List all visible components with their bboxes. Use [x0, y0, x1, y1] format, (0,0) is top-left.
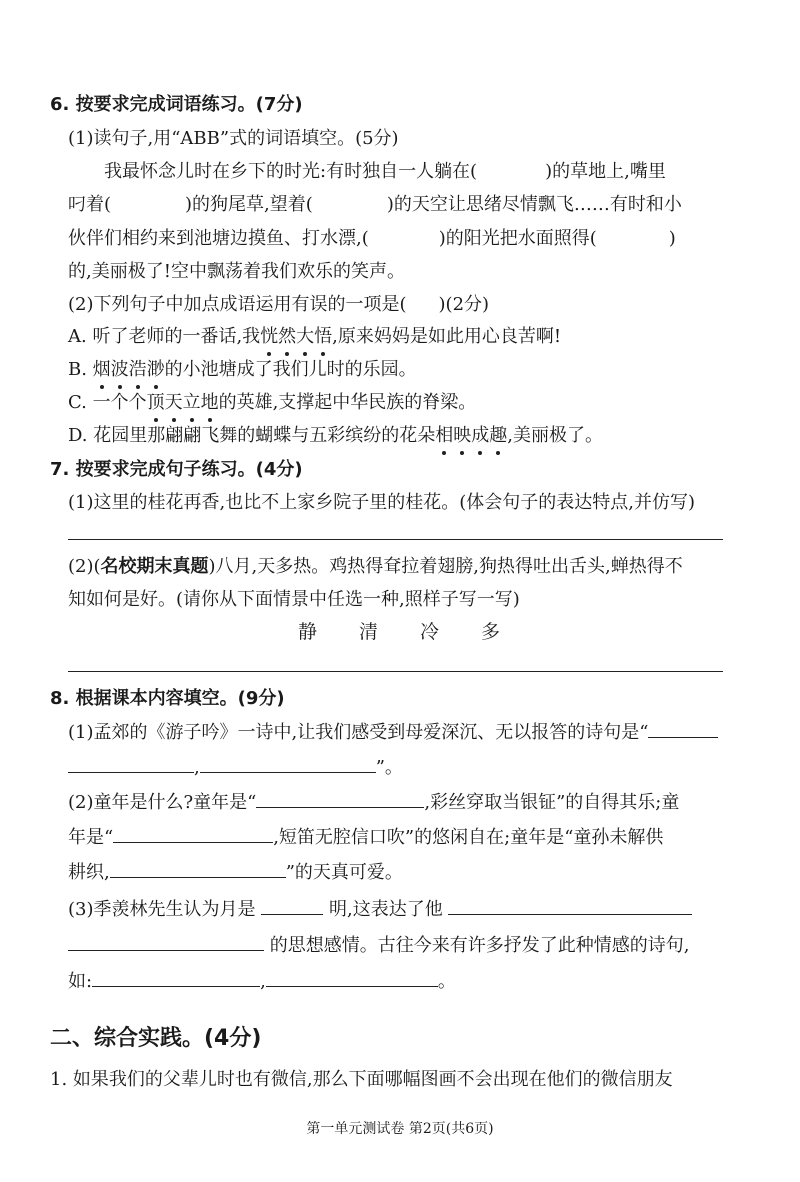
q8-s2f: ”的天真可爱。 — [285, 862, 403, 883]
q8-s3d: 如: — [68, 971, 93, 992]
q8-s3c: 的思想感情。古往今来有许多抒发了此种情感的诗句, — [269, 935, 690, 956]
option-c-post: 的英雄,支撑起中华民族的脊梁。 — [218, 392, 477, 413]
dotted-char: 渺 — [147, 357, 165, 383]
dotted-char: 地 — [201, 390, 219, 416]
q6-p2b: )的狗尾草,望着( — [185, 194, 313, 215]
q7-answer-line-1[interactable] — [68, 539, 723, 540]
q6-option-b[interactable] — [68, 357, 417, 383]
q8-s2e: 耕织, — [68, 862, 110, 883]
option-b-pre: B. — [68, 359, 93, 380]
dotted-char: 悟 — [314, 324, 332, 350]
dotted-char: 然 — [278, 324, 296, 350]
option-b-post: 的小池塘成了我们儿时的乐园。 — [164, 359, 417, 380]
dotted-char: 波 — [111, 357, 129, 383]
q6-p1a: 我最怀念儿时在乡下的时光:有时独自一人躺在( — [104, 161, 478, 182]
q6-paragraph-line4: 的,美丽极了!空中飘荡着我们欢乐的笑声。 — [68, 261, 405, 282]
dotted-char: 立 — [183, 390, 201, 416]
q8-s2b: ,彩丝穿取当银钲”的自得其乐;童 — [424, 792, 680, 813]
q8-blank-1[interactable] — [648, 719, 718, 738]
page-footer: 第一单元测试卷 第2页(共6页) — [306, 1121, 494, 1137]
section-2-q1 — [50, 1067, 673, 1093]
q8-s2a: (2)童年是什么?童年是“ — [68, 792, 257, 813]
q8-s2-line1 — [68, 789, 679, 816]
q8-blank-7[interactable] — [261, 896, 323, 915]
word-choice[interactable]: 多 — [481, 621, 501, 643]
option-a-post: ,原来妈妈是如此用心良苦啊! — [332, 326, 562, 347]
q6-option-a[interactable] — [68, 324, 561, 350]
q6-option-c[interactable] — [68, 390, 476, 416]
q8-s1a: (1)孟郊的《游子吟》一诗中,让我们感受到母爱深沉、无以报答的诗句是“ — [68, 722, 649, 743]
dotted-char: 映 — [453, 423, 471, 449]
word-choice[interactable]: 清 — [359, 621, 379, 643]
q8-s3b: 明,这表达了他 — [328, 899, 443, 920]
word-choice[interactable]: 冷 — [420, 621, 440, 643]
q8-s1-line2 — [68, 754, 403, 781]
q8-blank-3[interactable] — [200, 754, 376, 773]
q8-blank-11[interactable] — [266, 968, 438, 987]
q8-s2-line3 — [68, 859, 403, 886]
q8-s3f: 。 — [437, 971, 456, 992]
section-2-q1-text: 1. 如果我们的父辈儿时也有微信,那么下面哪幅图画不会出现在他们的微信朋友 — [50, 1069, 673, 1090]
q7-word-choices — [298, 619, 542, 645]
q8-s3-line1 — [68, 896, 692, 923]
q7-answer-line-2[interactable] — [68, 671, 723, 672]
q8-s3a: (3)季羡林先生认为月是 — [68, 899, 256, 920]
q8-s1b: , — [194, 757, 200, 778]
q7-sub2 — [68, 554, 683, 580]
dotted-char: 天 — [165, 390, 183, 416]
q8-blank-2[interactable] — [68, 754, 194, 773]
dotted-char: 相 — [435, 423, 453, 449]
q8-blank-9[interactable] — [68, 932, 264, 951]
dotted-char: 顶 — [147, 390, 165, 416]
q6-p3a: 伙伴们相约来到池塘边摸鱼、打水漂,( — [68, 228, 369, 249]
q8-blank-10[interactable] — [92, 968, 260, 987]
q6-paragraph-line3 — [68, 226, 676, 252]
q6-sub1: (1)读句子,用“ABB”式的词语填空。(5分) — [68, 128, 399, 149]
q8-s3e: , — [260, 971, 266, 992]
q8-s2-line2 — [68, 824, 663, 851]
q8-s2c: 年是“ — [68, 827, 114, 848]
dotted-char: 恍 — [260, 324, 278, 350]
q6-sub2b: )(2分) — [438, 294, 490, 315]
q7-title: 7. 按要求完成句子练习。(4分) — [50, 459, 303, 480]
q8-s2d: ,短笛无腔信口吹”的悠闲自在;童年是“童孙未解供 — [273, 827, 664, 848]
q6-p3c: ) — [668, 228, 676, 249]
q8-title: 8. 根据课本内容填空。(9分) — [50, 688, 285, 709]
option-c-pre: C. 一个个 — [68, 392, 147, 413]
section-2-title: 二、综合实践。(4分) — [50, 1026, 262, 1051]
q6-title: 6. 按要求完成词语练习。(7分) — [50, 94, 303, 115]
word-choice[interactable]: 静 — [298, 621, 318, 643]
q7-sub1: (1)这里的桂花再香,也比不上家乡院子里的桂花。(体会句子的表达特点,并仿写) — [68, 492, 695, 513]
q8-blank-5[interactable] — [113, 824, 273, 843]
q7-sub2-line2: 知如何是好。(请你从下面情景中任选一种,照样子写一写) — [68, 589, 520, 610]
dotted-char: 大 — [296, 324, 314, 350]
q6-p1b: )的草地上,嘴里 — [545, 161, 666, 182]
dotted-char: 浩 — [129, 357, 147, 383]
q8-s1c: ”。 — [375, 757, 403, 778]
q6-paragraph-line1 — [104, 159, 666, 185]
q8-s1-line1 — [68, 719, 718, 746]
q6-sub2 — [68, 292, 489, 318]
q8-blank-6[interactable] — [110, 859, 286, 878]
q6-p2c: )的天空让思绪尽情飘飞……有时和小 — [386, 194, 682, 215]
q6-option-d[interactable] — [68, 423, 603, 449]
q8-s3-line2 — [68, 932, 689, 959]
dotted-char: 成 — [471, 423, 489, 449]
q8-s3-line3 — [68, 968, 456, 995]
dotted-char: 趣 — [489, 423, 507, 449]
q6-paragraph-line2 — [68, 192, 682, 218]
q8-blank-4[interactable] — [256, 789, 424, 808]
source-tag: 名校期末真题 — [100, 556, 209, 577]
option-d-pre: D. 花园里那翩翩飞舞的蝴蝶与五彩缤纷的花朵 — [68, 425, 436, 446]
q7-sub2-pre: (2)( — [68, 556, 101, 577]
option-a-pre: A. 听了老师的一番话,我 — [68, 326, 261, 347]
q6-p2a: 叼着( — [68, 194, 112, 215]
dotted-char: 烟 — [93, 357, 111, 383]
q6-p3b: )的阳光把水面照得( — [438, 228, 597, 249]
q8-blank-8[interactable] — [448, 896, 692, 915]
option-d-post: ,美丽极了。 — [507, 425, 603, 446]
q6-sub2a: (2)下列句子中加点成语运用有误的一项是( — [68, 294, 407, 315]
q7-sub2-post: )八月,天多热。鸡热得耷拉着翅膀,狗热得吐出舌头,蝉热得不 — [208, 556, 683, 577]
